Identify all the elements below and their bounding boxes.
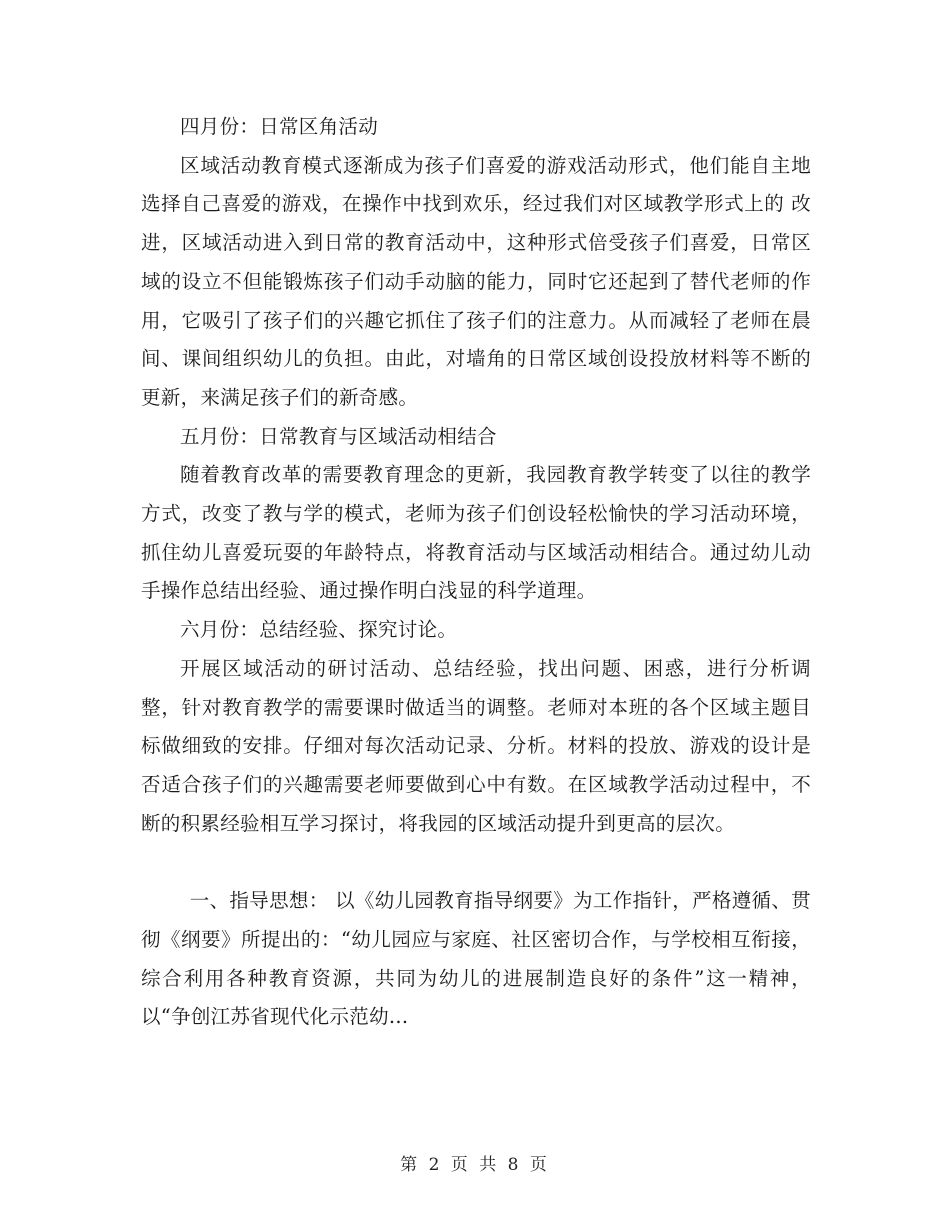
section-body-may: 随着教育改革的需要教育理念的更新，我园教育教学转变了以往的教学方式，改变了教与学的模式，老师为孩子们创设轻松愉快的学习活动环境，抓住幼儿喜爱玩耍的年龄特点，将教育活动与区域活动相结合。通过幼儿动手操作总结出经验、通过操作明白浅显的科学道理。 bbox=[141, 463, 811, 603]
section-body-june: 开展区域活动的研讨活动、总结经验，找出问题、困惑，进行分析调整，针对教育教学的需要课时做适当的调整。老师对本班的各个区域主题目标做细致的安排。仔细对每次活动记录、分析。材料的投放、游戏的设计是否适合孩子们的兴趣需要老师要做到心中有数。在区域教学活动过程中，不断的积累经验相互学习探讨，将我园的区域活动提升到更高的层次。 bbox=[141, 656, 811, 835]
page-number-footer: 第 2 页 共 8 页 bbox=[400, 1155, 550, 1175]
document-body bbox=[141, 108, 811, 1037]
section-heading-june: 六月份：总结经验、探究讨论。 bbox=[180, 618, 458, 642]
section-heading-april: 四月份：日常区角活动 bbox=[180, 115, 379, 138]
section-heading-may: 五月份：日常教育与区域活动相结合 bbox=[180, 424, 497, 448]
guiding-thought-paragraph: 一、指导思想： 以《幼儿园教育指导纲要》为工作指针，严格遵循、贯彻《纲要》所提出的：“幼儿园应与家庭、社区密切合作，与学校相互衔接，综合利用各种教育资源，共同为幼儿的进展制造良好的条件”这一精神，以“争创江苏省现代化示范幼... bbox=[141, 889, 811, 1029]
section-body-april: 区域活动教育模式逐渐成为孩子们喜爱的游戏活动形式，他们能自主地选择自己喜爱的游戏，在操作中找到欢乐，经过我们对区域教学形式上的 改进，区域活动进入到日常的教育活动中，这种形式倍受孩子们喜爱，日常区域的设立不但能锻炼孩子们动手动脑的能力，同时它还起到了替代老师的作用，它吸引了孩子们的兴趣它抓住了孩子们的注意力。从而减轻了老师在晨间、课间组织幼儿的负担。由此，对墙角的日常区域创设投放材料等不断的更新，来满足孩子们的新奇感。 bbox=[141, 153, 811, 409]
paragraph-gap bbox=[141, 843, 811, 882]
